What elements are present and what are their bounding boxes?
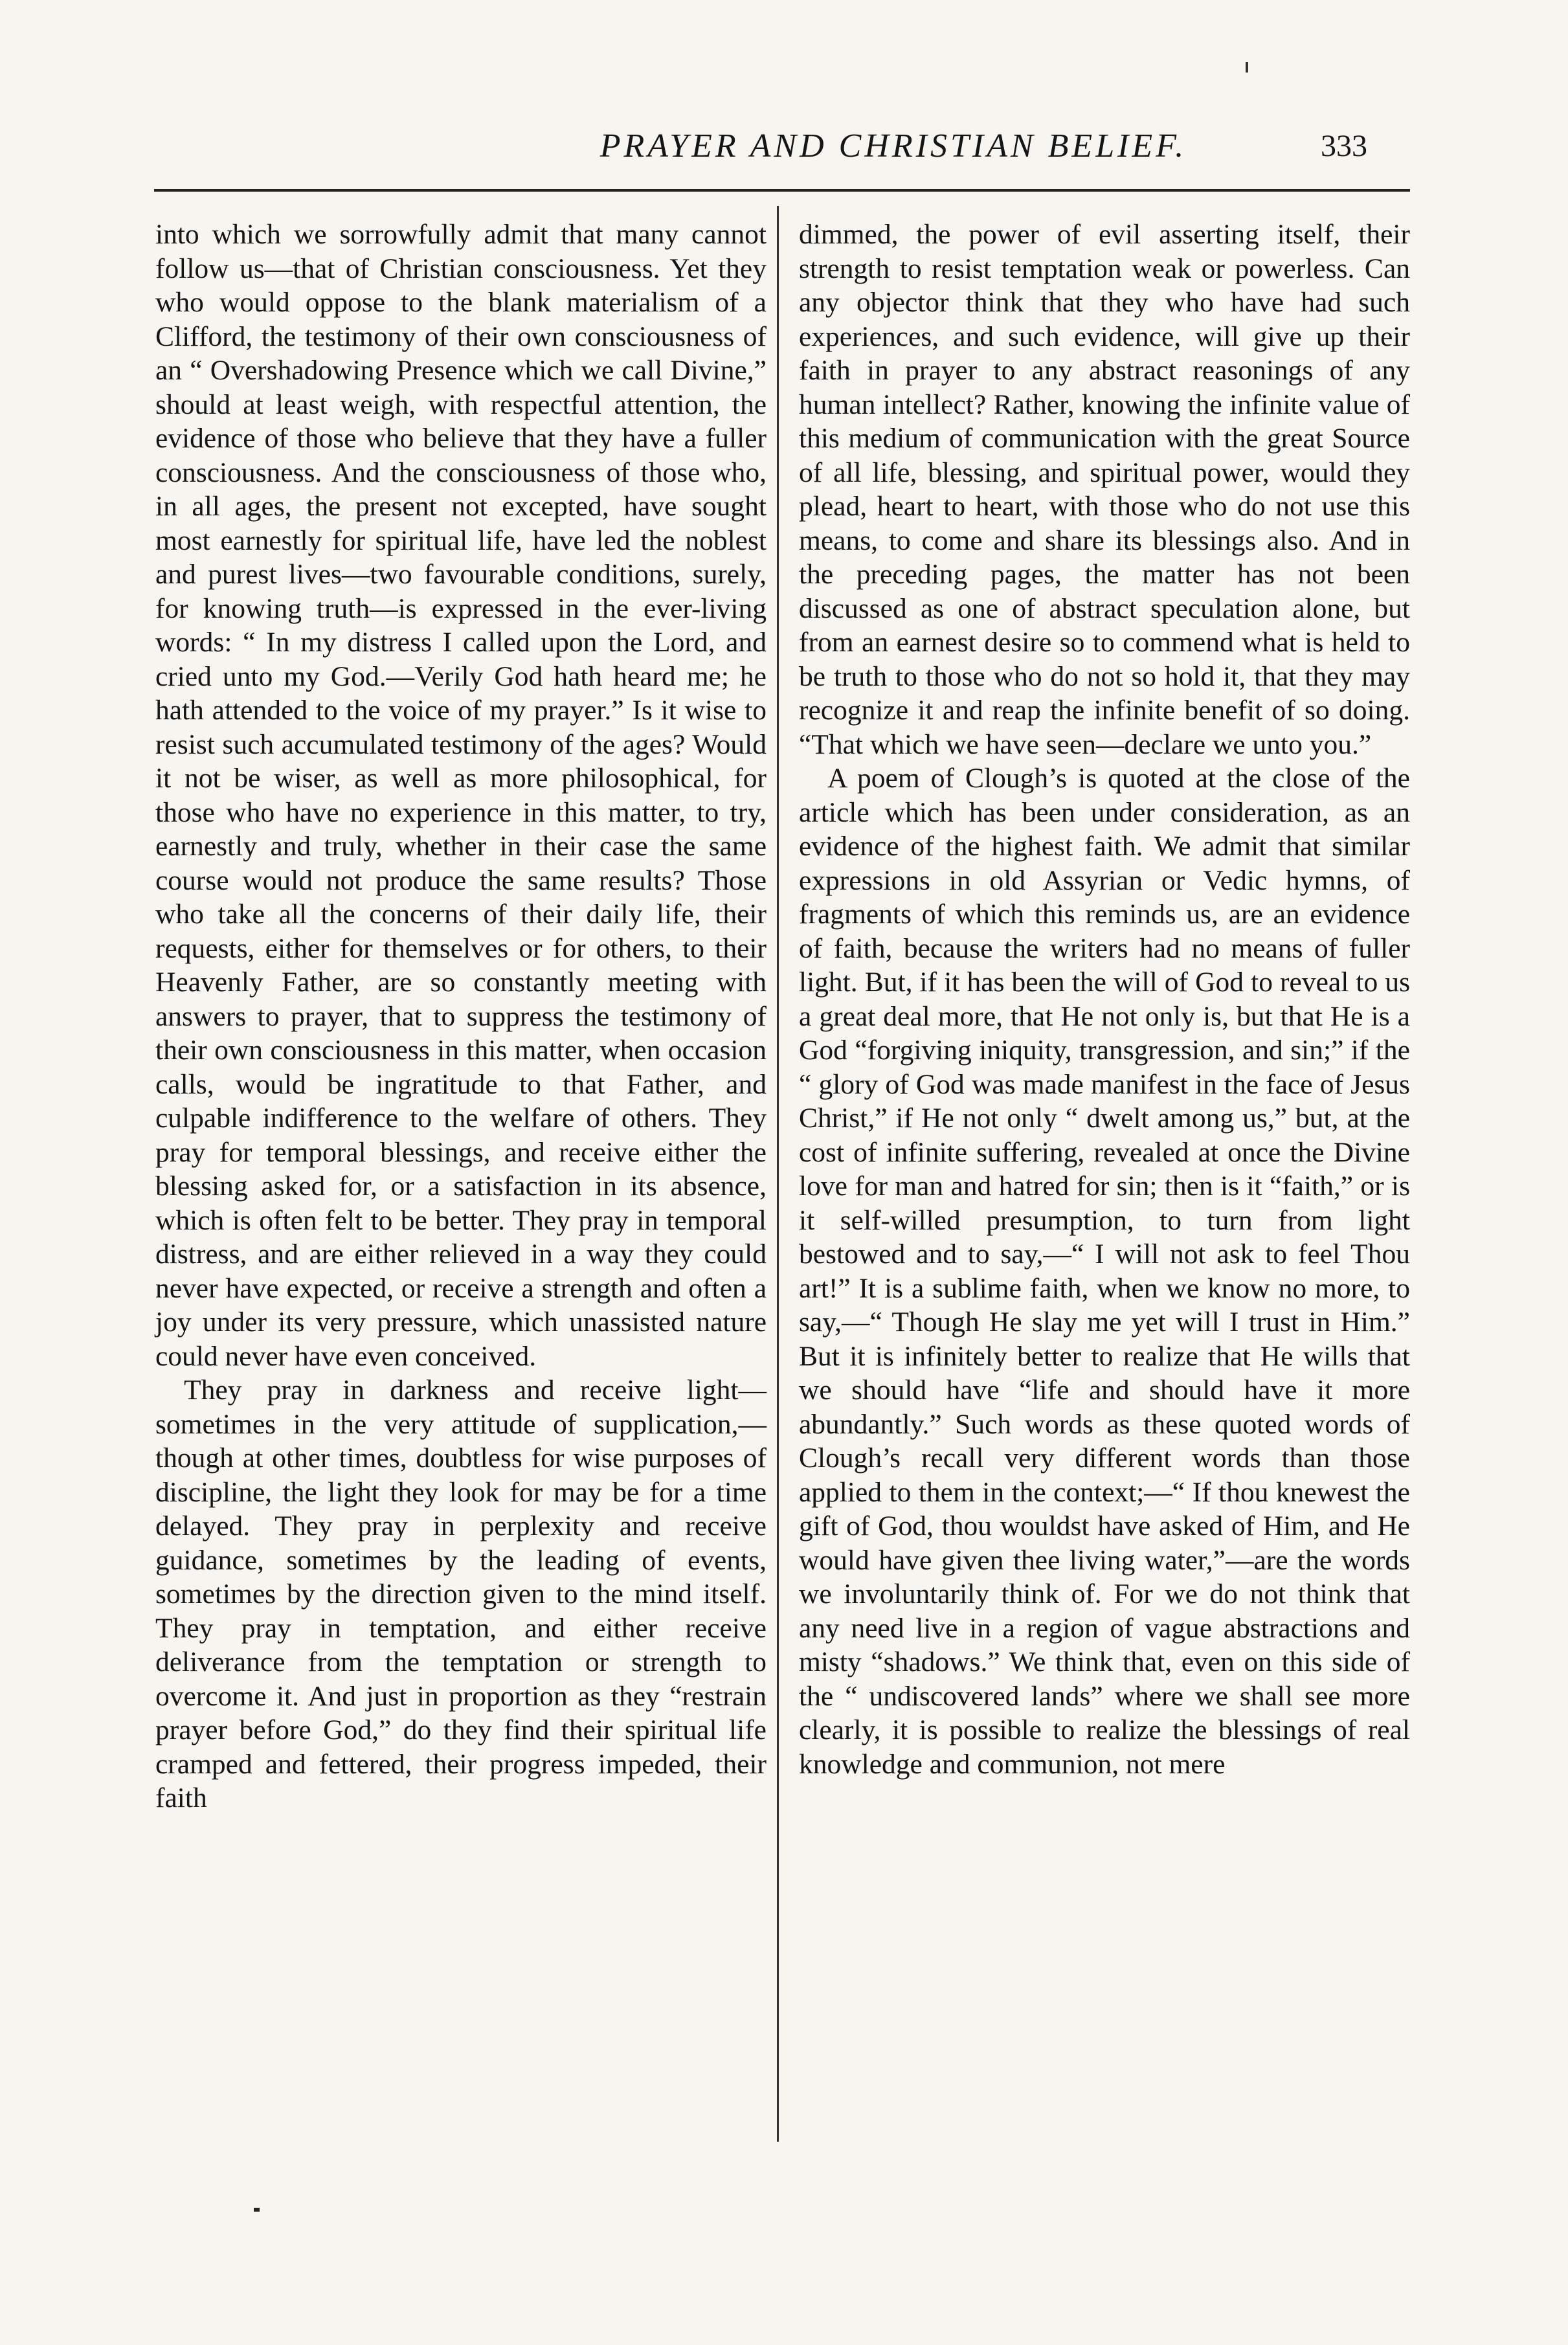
footer-mark (254, 2208, 260, 2212)
page-number: 333 (1321, 129, 1367, 163)
column-divider (777, 206, 779, 2142)
header-rule (154, 189, 1410, 192)
running-head: PRAYER AND CHRISTIAN BELIEF. (599, 128, 1187, 164)
left-column (155, 218, 767, 1815)
scan-mark (1246, 62, 1248, 73)
paragraph: dimmed, the power of evil asserting itself, their strength to resist temptation weak or powerless. Can any objector think that they who have had such experiences, and such evidence, will give up their faith in prayer to any abstract reasonings of any human intellect? Rather, knowing the infinite value of this medium of communication with the great Source of all life, blessing, and spiritual power, would they plead, heart to heart, with those who do not use this means, to come and share its blessings also. And in the preceding pages, the matter has not been discussed as one of abstract speculation alone, but from an earnest desire so to commend what is held to be truth to those who do not so hold it, that they may recognize it and reap the infinite benefit of so doing. “That which we have seen—declare we unto you.” (799, 219, 1410, 760)
right-column (799, 218, 1410, 1781)
paragraph: into which we sorrowfully admit that many cannot follow us—that of Christian consciousness. Yet they who would oppose to the blank materialism of a Clifford, the testimony of their own consciousness of an “ Overshadowing Presence which we call Divine,” should at least weigh, with respectful attention, the evidence of those who believe that they have a fuller consciousness. And the consciousness of those who, in all ages, the present not excepted, have sought most earnestly for spiritual life, have led the noblest and purest lives—two favourable conditions, surely, for knowing truth—is expressed in the ever-living words: “ In my distress I called upon the Lord, and cried unto my God.—Verily God hath heard me; he hath attended to the voice of my prayer.” Is it wise to resist such accumulated testimony of the ages? Would it not be wiser, as well as more philosophical, for those who have no experience in this matter, to try, earnestly and truly, whether in their case the same course would not produce the same results? Those who take all the concerns of their daily life, their requests, either for themselves or for others, to their Heavenly Father, are so constantly meeting with answers to prayer, that to suppress the testimony of their own consciousness in this matter, when occasion calls, would be ingratitude to that Father, and culpable indifference to the welfare of others. They pray for temporal blessings, and receive either the blessing asked for, or a satisfaction in its absence, which is often felt to be better. They pray in temporal distress, and are either relieved in a way they could never have expected, or receive a strength and often a joy under its very pressure, which unassisted nature could never have even conceived. (155, 219, 767, 1372)
paragraph: A poem of Clough’s is quoted at the close of the article which has been under consideration, as an evidence of the highest faith. We admit that similar expressions in old Assyrian or Vedic hymns, of fragments of which this reminds us, are an evidence of faith, because the writers had no means of fuller light. But, if it has been the will of God to reveal to us a great deal more, that He not only is, but that He is a God “forgiving iniquity, transgression, and sin;” if the “ glory of God was made manifest in the face of Jesus Christ,” if He not only “ dwelt among us,” but, at the cost of infinite suffering, revealed at once the Divine love for man and hatred for sin; then is it “faith,” or is it self-willed presumption, to turn from light bestowed and to say,—“ I will not ask to feel Thou art!” It is a sublime faith, when we know no more, to say,—“ Though He slay me yet will I trust in Him.” But it is infinitely better to realize that He wills that we should have “life and should have it more abundantly.” Such words as these quoted words of Clough’s recall very different words than those applied to them in the context;—“ If thou knewest the gift of God, thou wouldst have asked of Him, and He would have given thee living water,”—are the words we involuntarily think of. For we do not think that any need live in a region of vague abstractions and misty “shadows.” We think that, even on this side of the “ undiscovered lands” where we shall see more clearly, it is possible to realize the blessings of real knowledge and communion, not mere (799, 763, 1410, 1780)
paragraph: They pray in darkness and receive light—sometimes in the very attitude of supplication,—though at other times, doubtless for wise purposes of discipline, the light they look for may be for a time delayed. They pray in perplexity and receive guidance, sometimes by the leading of events, sometimes by the direction given to the mind itself. They pray in temptation, and either receive deliverance from the temptation or strength to overcome it. And just in proportion as they “restrain prayer before God,” do they find their spiritual life cramped and fettered, their progress impeded, their faith (155, 1374, 767, 1813)
